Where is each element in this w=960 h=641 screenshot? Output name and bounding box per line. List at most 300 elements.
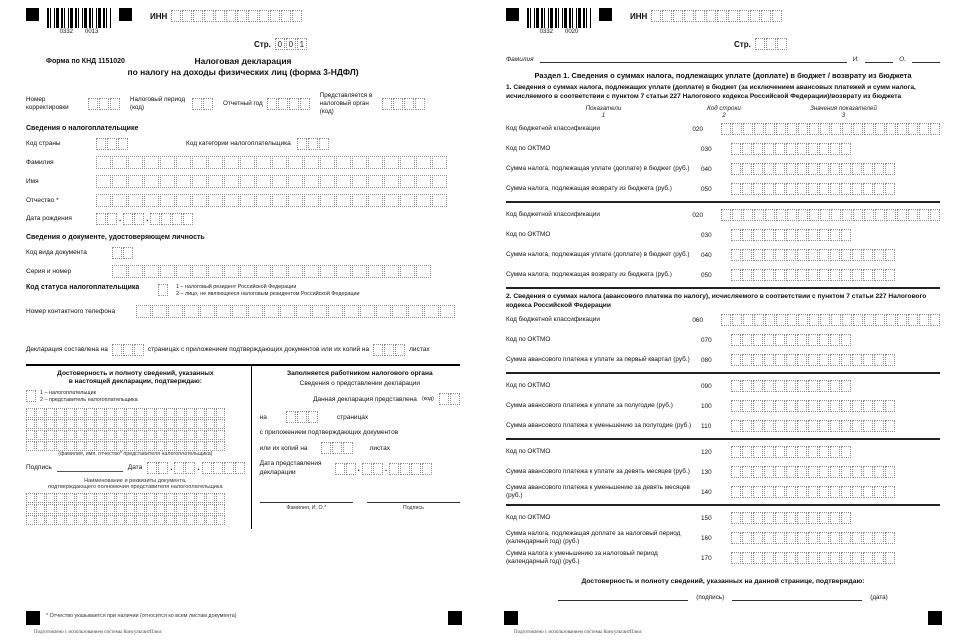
input-cell[interactable]	[86, 504, 95, 514]
input-cell[interactable]	[256, 175, 271, 188]
input-cell[interactable]	[26, 419, 35, 429]
input-cell[interactable]	[742, 269, 752, 281]
input-cell[interactable]	[86, 408, 95, 418]
input-cell[interactable]	[240, 194, 255, 207]
input-cell[interactable]	[86, 441, 95, 451]
input-cell[interactable]	[874, 532, 884, 544]
presented-date-input[interactable]	[335, 463, 432, 475]
input-cell[interactable]	[171, 10, 181, 22]
input-cell[interactable]	[136, 515, 145, 525]
input-cell[interactable]	[176, 156, 191, 169]
input-cell[interactable]	[728, 10, 738, 22]
input-cell[interactable]	[764, 486, 774, 498]
input-cell[interactable]	[320, 175, 335, 188]
input-cell[interactable]	[809, 209, 819, 221]
input-cell[interactable]	[852, 163, 862, 175]
input-cell[interactable]	[786, 512, 796, 524]
input-cell[interactable]	[321, 442, 331, 454]
birthdate-day[interactable]	[96, 213, 117, 225]
input-cell[interactable]	[368, 156, 383, 169]
input-cell[interactable]	[841, 269, 851, 281]
input-cell[interactable]	[808, 552, 818, 564]
input-cell[interactable]	[156, 441, 165, 451]
input-cell[interactable]	[662, 10, 672, 22]
input-cell[interactable]	[819, 269, 829, 281]
input-cell[interactable]	[186, 408, 195, 418]
input-cell[interactable]	[731, 486, 741, 498]
input-cell[interactable]	[166, 504, 175, 514]
tax-period-input[interactable]	[192, 98, 213, 110]
input-cell[interactable]	[742, 143, 752, 155]
input-cell[interactable]	[830, 334, 840, 346]
input-cell[interactable]	[66, 430, 75, 440]
input-cell[interactable]	[240, 175, 255, 188]
input-cell[interactable]	[830, 143, 840, 155]
input-cell[interactable]	[875, 209, 885, 221]
input-cell[interactable]	[196, 419, 205, 429]
input-cell[interactable]	[208, 194, 223, 207]
input-cell[interactable]	[76, 441, 85, 451]
input-cell[interactable]	[264, 305, 279, 318]
row-value-input[interactable]	[731, 552, 895, 564]
input-cell[interactable]	[764, 532, 774, 544]
input-cell[interactable]	[775, 249, 785, 261]
input-cell[interactable]	[116, 419, 125, 429]
input-cell[interactable]	[56, 493, 65, 503]
input-cell[interactable]	[300, 98, 310, 110]
input-cell[interactable]	[808, 380, 818, 392]
input-cell[interactable]	[352, 265, 367, 278]
input-cell[interactable]	[885, 354, 895, 366]
presented-code-input[interactable]	[439, 393, 460, 405]
input-cell[interactable]	[930, 314, 940, 326]
input-cell[interactable]	[863, 354, 873, 366]
input-cell[interactable]	[56, 441, 65, 451]
input-cell[interactable]	[146, 515, 155, 525]
input-cell[interactable]	[684, 10, 694, 22]
input-cell[interactable]	[775, 354, 785, 366]
input-cell[interactable]	[161, 213, 171, 225]
input-cell[interactable]	[886, 123, 896, 135]
input-cell[interactable]	[908, 314, 918, 326]
row-value-input[interactable]	[731, 486, 895, 498]
input-cell[interactable]	[106, 504, 115, 514]
input-cell[interactable]	[841, 552, 851, 564]
input-cell[interactable]	[863, 249, 873, 261]
input-cell[interactable]	[742, 420, 752, 432]
input-cell[interactable]	[224, 194, 239, 207]
input-cell[interactable]	[731, 532, 741, 544]
input-cell[interactable]	[224, 175, 239, 188]
input-cell[interactable]	[819, 163, 829, 175]
input-cell[interactable]	[352, 175, 367, 188]
input-cell[interactable]	[411, 463, 421, 475]
input-cell[interactable]	[863, 552, 873, 564]
input-cell[interactable]	[777, 38, 787, 50]
representative-fio-row[interactable]	[26, 430, 245, 440]
input-cell[interactable]	[830, 466, 840, 478]
input-cell[interactable]	[110, 98, 120, 110]
input-cell[interactable]	[819, 446, 829, 458]
input-cell[interactable]	[764, 446, 774, 458]
row-value-input[interactable]	[731, 269, 895, 281]
input-cell[interactable]	[775, 380, 785, 392]
input-cell[interactable]	[256, 265, 271, 278]
input-cell[interactable]	[830, 183, 840, 195]
input-cell[interactable]	[158, 462, 168, 474]
input-cell[interactable]	[166, 515, 175, 525]
input-cell[interactable]	[112, 194, 127, 207]
input-cell[interactable]	[46, 493, 55, 503]
input-cell[interactable]	[864, 314, 874, 326]
birthdate-year[interactable]	[150, 213, 193, 225]
input-cell[interactable]	[808, 532, 818, 544]
input-cell[interactable]	[160, 265, 175, 278]
page-signature-input[interactable]	[558, 593, 688, 601]
input-cell[interactable]	[46, 515, 55, 525]
input-cell[interactable]	[176, 194, 191, 207]
input-cell[interactable]	[830, 486, 840, 498]
input-cell[interactable]	[216, 504, 225, 514]
input-cell[interactable]	[183, 213, 193, 225]
input-cell[interactable]	[186, 504, 195, 514]
input-cell[interactable]	[809, 123, 819, 135]
officer-sheets-input[interactable]	[321, 442, 353, 454]
input-cell[interactable]	[240, 265, 255, 278]
input-cell[interactable]	[750, 10, 760, 22]
row-value-input[interactable]	[731, 229, 851, 241]
input-cell[interactable]	[841, 163, 851, 175]
input-cell[interactable]	[852, 249, 862, 261]
input-cell[interactable]	[830, 400, 840, 412]
input-cell[interactable]	[416, 156, 431, 169]
input-cell[interactable]	[852, 420, 862, 432]
input-cell[interactable]	[416, 175, 431, 188]
row-value-input[interactable]	[731, 446, 851, 458]
input-cell[interactable]	[86, 419, 95, 429]
input-cell[interactable]	[885, 466, 895, 478]
input-cell[interactable]	[432, 156, 447, 169]
input-cell[interactable]	[208, 156, 223, 169]
pages-count-input[interactable]	[112, 344, 144, 356]
input-cell[interactable]	[136, 441, 145, 451]
input-cell[interactable]	[186, 515, 195, 525]
input-cell[interactable]	[732, 123, 742, 135]
sign-date-day[interactable]	[147, 462, 168, 474]
input-cell[interactable]	[196, 493, 205, 503]
patronymic-input[interactable]	[96, 194, 447, 207]
input-cell[interactable]	[830, 354, 840, 366]
input-cell[interactable]	[156, 419, 165, 429]
input-cell[interactable]	[96, 419, 105, 429]
input-cell[interactable]	[753, 486, 763, 498]
input-cell[interactable]	[112, 156, 127, 169]
input-cell[interactable]	[874, 466, 884, 478]
input-cell[interactable]	[126, 504, 135, 514]
input-cell[interactable]	[775, 552, 785, 564]
input-cell[interactable]	[360, 305, 375, 318]
input-cell[interactable]	[742, 446, 752, 458]
input-cell[interactable]	[819, 466, 829, 478]
input-cell[interactable]	[213, 462, 223, 474]
input-cell[interactable]	[721, 314, 731, 326]
input-cell[interactable]	[204, 10, 214, 22]
input-cell[interactable]	[852, 532, 862, 544]
input-cell[interactable]	[753, 269, 763, 281]
input-cell[interactable]	[158, 284, 168, 296]
input-cell[interactable]	[76, 408, 85, 418]
input-cell[interactable]	[731, 552, 741, 564]
input-cell[interactable]	[841, 249, 851, 261]
input-cell[interactable]	[146, 408, 155, 418]
row-value-input[interactable]	[721, 314, 940, 326]
input-cell[interactable]	[216, 430, 225, 440]
input-cell[interactable]	[753, 512, 763, 524]
input-cell[interactable]: 0	[286, 38, 296, 50]
input-cell[interactable]	[786, 229, 796, 241]
input-cell[interactable]	[136, 305, 151, 318]
input-cell[interactable]	[288, 175, 303, 188]
input-cell[interactable]	[874, 400, 884, 412]
input-cell[interactable]	[216, 408, 225, 418]
input-cell[interactable]	[36, 441, 45, 451]
input-cell[interactable]	[346, 463, 356, 475]
input-cell[interactable]	[841, 486, 851, 498]
input-cell[interactable]	[216, 441, 225, 451]
authority-doc-row[interactable]	[26, 504, 245, 514]
input-cell[interactable]	[36, 419, 45, 429]
input-cell[interactable]	[852, 486, 862, 498]
input-cell[interactable]	[123, 344, 133, 356]
input-cell[interactable]	[160, 194, 175, 207]
input-cell[interactable]	[146, 504, 155, 514]
input-cell[interactable]	[776, 209, 786, 221]
input-cell[interactable]	[731, 163, 741, 175]
input-cell[interactable]	[206, 493, 215, 503]
input-cell[interactable]	[808, 354, 818, 366]
input-cell[interactable]	[775, 486, 785, 498]
input-cell[interactable]	[775, 269, 785, 281]
input-cell[interactable]	[764, 354, 774, 366]
input-cell[interactable]	[134, 344, 144, 356]
input-cell[interactable]	[128, 194, 143, 207]
input-cell[interactable]	[343, 442, 353, 454]
input-cell[interactable]	[192, 156, 207, 169]
input-cell[interactable]	[706, 10, 716, 22]
input-cell[interactable]	[753, 249, 763, 261]
input-cell[interactable]	[819, 249, 829, 261]
input-cell[interactable]	[126, 515, 135, 525]
input-cell[interactable]	[206, 408, 215, 418]
input-cell[interactable]	[753, 552, 763, 564]
input-cell[interactable]	[373, 463, 383, 475]
input-cell[interactable]	[786, 143, 796, 155]
input-cell[interactable]	[226, 10, 236, 22]
input-cell[interactable]	[320, 194, 335, 207]
input-cell[interactable]	[874, 249, 884, 261]
input-cell[interactable]	[336, 156, 351, 169]
input-cell[interactable]	[775, 400, 785, 412]
authority-doc-row[interactable]	[26, 493, 245, 503]
surname-input[interactable]	[96, 156, 447, 169]
input-cell[interactable]	[808, 334, 818, 346]
input-cell[interactable]	[297, 138, 307, 150]
input-cell[interactable]	[146, 441, 155, 451]
input-cell[interactable]	[742, 466, 752, 478]
representative-fio-row[interactable]	[26, 441, 245, 451]
input-cell[interactable]	[743, 209, 753, 221]
input-cell[interactable]	[808, 466, 818, 478]
input-cell[interactable]	[787, 209, 797, 221]
input-cell[interactable]	[753, 466, 763, 478]
input-cell[interactable]	[107, 138, 117, 150]
input-cell[interactable]	[144, 194, 159, 207]
input-cell[interactable]	[96, 408, 105, 418]
input-cell[interactable]	[874, 552, 884, 564]
birthdate-input[interactable]	[96, 213, 193, 225]
input-cell[interactable]	[753, 229, 763, 241]
input-cell[interactable]	[286, 411, 296, 423]
input-cell[interactable]	[395, 344, 405, 356]
input-cell[interactable]	[146, 493, 155, 503]
input-cell[interactable]	[156, 430, 165, 440]
row-value-input[interactable]	[731, 163, 895, 175]
input-cell[interactable]	[432, 175, 447, 188]
input-cell[interactable]	[764, 163, 774, 175]
input-cell[interactable]	[373, 344, 383, 356]
presented-date-day[interactable]	[335, 463, 356, 475]
input-cell[interactable]	[798, 123, 808, 135]
input-cell[interactable]	[885, 163, 895, 175]
input-cell[interactable]	[731, 269, 741, 281]
input-cell[interactable]	[156, 408, 165, 418]
initial-o-input-line[interactable]	[912, 54, 940, 63]
input-cell[interactable]	[852, 466, 862, 478]
input-cell[interactable]	[208, 265, 223, 278]
input-cell[interactable]	[775, 334, 785, 346]
input-cell[interactable]	[304, 175, 319, 188]
input-cell[interactable]	[106, 515, 115, 525]
row-value-input[interactable]	[731, 400, 895, 412]
presented-date-year[interactable]	[389, 463, 432, 475]
input-cell[interactable]	[200, 305, 215, 318]
input-cell[interactable]	[753, 143, 763, 155]
input-cell[interactable]	[86, 515, 95, 525]
input-cell[interactable]	[852, 183, 862, 195]
input-cell[interactable]	[819, 486, 829, 498]
input-cell[interactable]	[216, 493, 225, 503]
input-cell[interactable]	[96, 441, 105, 451]
input-cell[interactable]	[404, 98, 414, 110]
input-cell[interactable]	[742, 163, 752, 175]
input-cell[interactable]	[184, 305, 199, 318]
input-cell[interactable]	[831, 209, 841, 221]
input-cell[interactable]	[152, 305, 167, 318]
input-cell[interactable]	[786, 334, 796, 346]
input-cell[interactable]	[753, 183, 763, 195]
input-cell[interactable]	[695, 10, 705, 22]
input-cell[interactable]	[731, 249, 741, 261]
firstname-input[interactable]	[96, 175, 447, 188]
input-cell[interactable]	[841, 143, 851, 155]
input-cell[interactable]	[400, 463, 410, 475]
input-cell[interactable]	[885, 552, 895, 564]
input-cell[interactable]	[96, 138, 106, 150]
page-number-input[interactable]	[755, 38, 787, 50]
input-cell[interactable]	[384, 175, 399, 188]
input-cell[interactable]	[440, 305, 455, 318]
input-cell[interactable]	[819, 334, 829, 346]
input-cell[interactable]	[66, 419, 75, 429]
input-cell[interactable]	[786, 163, 796, 175]
input-cell[interactable]	[86, 430, 95, 440]
input-cell[interactable]	[731, 143, 741, 155]
input-cell[interactable]	[96, 493, 105, 503]
input-cell[interactable]	[196, 515, 205, 525]
input-cell[interactable]	[134, 213, 144, 225]
input-cell[interactable]	[841, 380, 851, 392]
input-cell[interactable]	[96, 515, 105, 525]
input-cell[interactable]	[116, 441, 125, 451]
input-cell[interactable]	[919, 314, 929, 326]
inn-input[interactable]	[651, 10, 782, 22]
input-cell[interactable]	[240, 156, 255, 169]
input-cell[interactable]	[797, 143, 807, 155]
row-value-input[interactable]	[731, 354, 895, 366]
input-cell[interactable]	[841, 512, 851, 524]
sheets-count-input[interactable]	[373, 344, 405, 356]
input-cell[interactable]	[186, 430, 195, 440]
page-date-input[interactable]	[732, 593, 862, 601]
input-cell[interactable]	[775, 163, 785, 175]
input-cell[interactable]	[742, 486, 752, 498]
input-cell[interactable]	[797, 183, 807, 195]
input-cell[interactable]	[123, 247, 133, 259]
input-cell[interactable]	[819, 143, 829, 155]
input-cell[interactable]	[797, 446, 807, 458]
input-cell[interactable]	[112, 344, 122, 356]
input-cell[interactable]	[743, 314, 753, 326]
input-cell[interactable]	[400, 175, 415, 188]
input-cell[interactable]	[328, 305, 343, 318]
input-cell[interactable]: 1	[297, 38, 307, 50]
input-cell[interactable]	[224, 156, 239, 169]
input-cell[interactable]	[798, 314, 808, 326]
input-cell[interactable]	[874, 420, 884, 432]
input-cell[interactable]	[278, 98, 288, 110]
presented-date-month[interactable]	[362, 463, 383, 475]
input-cell[interactable]	[216, 515, 225, 525]
input-cell[interactable]	[764, 229, 774, 241]
input-cell[interactable]	[196, 441, 205, 451]
input-cell[interactable]	[875, 314, 885, 326]
input-cell[interactable]	[196, 504, 205, 514]
input-cell[interactable]	[99, 98, 109, 110]
input-cell[interactable]	[96, 504, 105, 514]
input-cell[interactable]	[842, 209, 852, 221]
input-cell[interactable]	[886, 314, 896, 326]
input-cell[interactable]	[166, 408, 175, 418]
input-cell[interactable]	[753, 446, 763, 458]
input-cell[interactable]	[852, 552, 862, 564]
input-cell[interactable]	[76, 419, 85, 429]
input-cell[interactable]	[753, 380, 763, 392]
input-cell[interactable]	[885, 269, 895, 281]
input-cell[interactable]	[196, 430, 205, 440]
input-cell[interactable]	[885, 400, 895, 412]
input-cell[interactable]	[96, 213, 106, 225]
input-cell[interactable]	[775, 532, 785, 544]
